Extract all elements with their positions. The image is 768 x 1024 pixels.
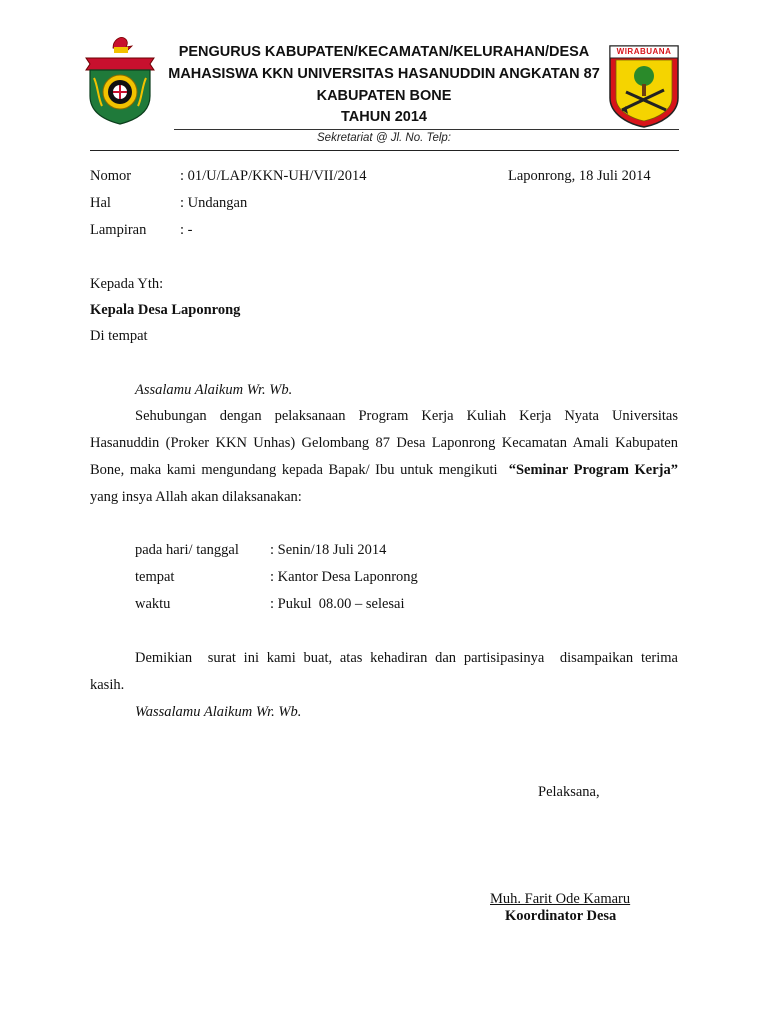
paragraph-1-line-3	[90, 457, 678, 484]
closing-paragraph	[90, 645, 678, 699]
paragraph-1-line-3-text: Bone, maka kami mengundang kepada Bapak/ Ibu untuk mengikuti	[90, 462, 509, 478]
detail-label-date: pada hari/ tanggal	[135, 542, 239, 558]
detail-value-date: : Senin/18 Juli 2014	[270, 542, 387, 558]
recipient-name: Kepala Desa Laponrong	[90, 302, 241, 318]
recipient-kepada: Kepada Yth:	[90, 276, 164, 292]
farewell: Wassalamu Alaikum Wr. Wb.	[135, 704, 302, 720]
secretariat-line: Sekretariat @ Jl. No. Telp:	[317, 132, 451, 144]
recipient-place: Di tempat	[90, 328, 148, 344]
wirabuana-logo-label: WIRABUANA	[616, 47, 672, 56]
paragraph-1-line-2: Hasanuddin (Proker KKN Unhas) Gelombang 87 Desa Laponrong Kecamatan Amali Kabupaten	[90, 435, 678, 451]
header-line-4: TAHUN 2014	[341, 109, 427, 125]
detail-label-place: tempat	[135, 569, 175, 585]
signature-role-label: Pelaksana,	[538, 784, 600, 800]
hal-value: : Undangan	[180, 195, 248, 211]
header-line-3: KABUPATEN BONE	[316, 88, 452, 104]
header-line-2: MAHASISWA KKN UNIVERSITAS HASANUDDIN ANGKATAN 87	[168, 66, 600, 82]
paragraph-1-line-1: Sehubungan dengan pelaksanaan Program Kerja Kuliah Kerja Nyata Universitas	[135, 408, 678, 424]
event-title: “Seminar Program Kerja”	[508, 462, 678, 478]
header-rule-top	[174, 129, 679, 130]
detail-value-place: : Kantor Desa Laponrong	[270, 569, 418, 585]
signature-title: Koordinator Desa	[505, 908, 617, 924]
detail-value-time: : Pukul 08.00 – selesai	[270, 596, 405, 612]
detail-label-time: waktu	[135, 596, 171, 612]
nomor-label: Nomor	[90, 168, 132, 184]
closing-line-2: kasih.	[90, 677, 125, 693]
letter-date: Laponrong, 18 Juli 2014	[508, 168, 651, 184]
signature-name: Muh. Farit Ode Kamaru	[490, 891, 631, 907]
nomor-value: : 01/U/LAP/KKN-UH/VII/2014	[180, 168, 367, 184]
body-paragraph-1	[90, 403, 678, 511]
header-rule-bottom	[90, 150, 679, 151]
lampiran-value: : -	[180, 222, 193, 238]
hal-label: Hal	[90, 195, 111, 211]
paragraph-1-line-4: yang insya Allah akan dilaksanakan:	[90, 489, 302, 505]
header-line-1: PENGURUS KABUPATEN/KECAMATAN/KELURAHAN/DESA	[178, 44, 590, 60]
closing-line-1: Demikian surat ini kami buat, atas kehadiran dan partisipasinya disampaikan terima	[135, 650, 678, 666]
wirabuana-logo	[608, 44, 680, 128]
greeting: Assalamu Alaikum Wr. Wb.	[135, 382, 293, 398]
lampiran-label: Lampiran	[90, 222, 147, 238]
